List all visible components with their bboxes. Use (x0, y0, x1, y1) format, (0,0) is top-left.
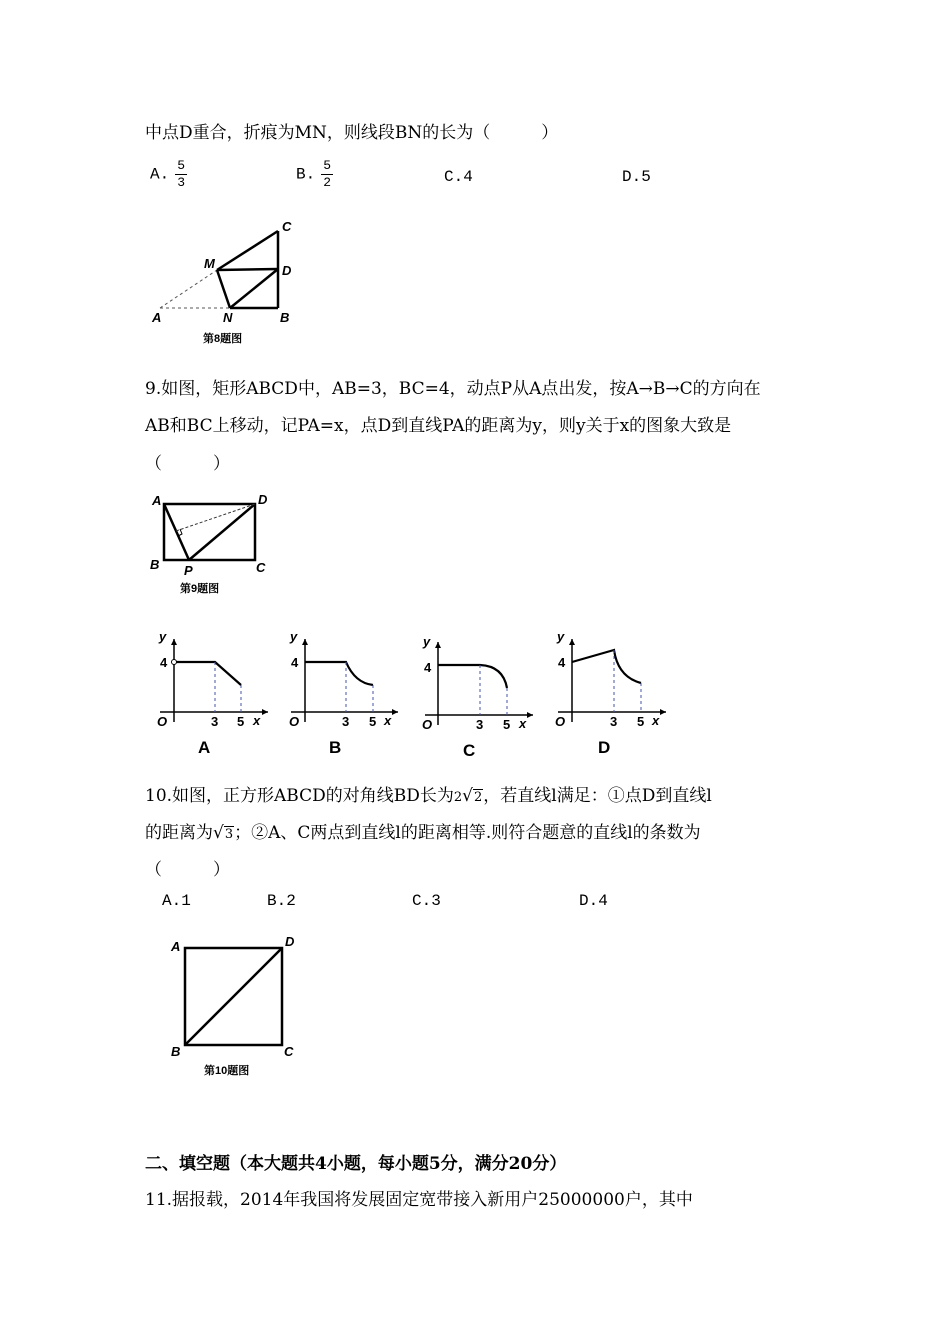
q9-graph-d-label: D (598, 738, 611, 757)
q9-graph-d-x-arrow (660, 709, 666, 715)
q8-figure-caption: 第8题图 (203, 333, 243, 345)
q10-sqrt-3: √3 (213, 823, 234, 843)
q9-graph-d-x-label: x (652, 713, 660, 728)
q8-option-a-label: A. (150, 165, 170, 184)
q9-graph-a-label: A (198, 738, 211, 757)
q9-graph-a-y-arrow (171, 639, 177, 645)
q9-graph-d (548, 625, 673, 760)
q10-line1-pre: 10.如图，正方形ABCD的对角线BD长为 (145, 786, 454, 806)
q10-option-a: A.1 (162, 892, 191, 910)
q8-point-a: A (152, 310, 162, 325)
q8-point-c: C (282, 219, 292, 234)
q10-diagonal-bd (185, 948, 282, 1045)
q9-graph-c-y-arrow (435, 642, 441, 648)
q9-figure (140, 485, 290, 600)
q9-graph-d-y-tick: 4 (558, 655, 566, 670)
q8-point-d: D (282, 263, 292, 278)
q8-segment-mn (217, 270, 230, 308)
q9-graph-b-label: B (329, 738, 342, 757)
q9-graph-a (150, 625, 270, 760)
q8-option-d: D.5 (622, 168, 651, 186)
q10-text-line-3: （ ） (145, 860, 230, 880)
q8-fold-dashed-am (160, 270, 217, 308)
q10-line2-pre: 的距离为 (145, 823, 213, 843)
q8-segment-md (217, 269, 278, 270)
q9-graph-c-label: C (463, 741, 476, 760)
q9-graph-a-origin: O (157, 714, 168, 729)
q10-line2-post: ；②A、C两点到直线l的距离相等.则符合题意的直线l的条数为 (234, 823, 701, 843)
q9-graph-a-x-tick-5: 5 (237, 714, 245, 729)
q9-graph-b-y-tick: 4 (291, 655, 299, 670)
q9-graph-c-origin: O (422, 717, 433, 732)
q9-graph-b-x-label: x (384, 713, 392, 728)
q9-graph-d-origin: O (555, 714, 566, 729)
q8-segment-nd (230, 269, 278, 308)
q9-graph-c-x-label: x (519, 716, 527, 731)
q9-graph-d-curve (572, 650, 641, 683)
q9-graph-a-curve (174, 662, 241, 685)
q9-graph-c-curve (438, 665, 507, 688)
q9-point-d: D (258, 492, 268, 507)
q9-graph-b-x-tick-3: 3 (342, 714, 350, 729)
q10-point-c: C (284, 1044, 294, 1059)
q9-figure-caption: 第9题图 (180, 583, 220, 595)
q9-graph-a-y-tick: 4 (160, 655, 168, 670)
q9-graph-c-y-label: y (423, 634, 431, 649)
q9-graph-d-y-label: y (557, 629, 565, 644)
q8-figure (140, 210, 320, 355)
q8-point-m: M (204, 256, 215, 271)
q9-text-line-1: 9.如图，矩形ABCD中，AB=3，BC=4，动点P从A点出发，按A→B→C的方向在 (145, 379, 761, 399)
q9-graph-a-x-tick-3: 3 (211, 714, 219, 729)
q10-text-line-1 (145, 781, 712, 806)
q9-graph-c-y-tick: 4 (424, 660, 432, 675)
q10-option-d: D.4 (579, 892, 608, 910)
q10-point-b: B (171, 1044, 181, 1059)
q8-segment-cm (217, 231, 278, 270)
q10-figure-caption: 第10题图 (204, 1065, 250, 1077)
q10-line1-post: ，若直线l满足：①点D到直线l (483, 786, 712, 806)
q9-graph-a-open-point (172, 660, 177, 665)
q8-option-b-label: B. (296, 165, 316, 184)
q9-graph-c-x-tick-5: 5 (503, 717, 511, 732)
q9-graph-b-origin: O (289, 714, 300, 729)
q9-text-line-2: AB和BC上移动，记PA=x，点D到直线PA的距离为y，则y关于x的图象大致是 (145, 416, 732, 436)
q9-graph-c (415, 628, 540, 763)
q8-option-b-fraction: $\frac{5}{2}$ (323, 158, 332, 190)
q11-text-line-1: 11.据报载，2014年我国将发展固定宽带接入新用户25000000户，其中 (145, 1190, 693, 1210)
q9-graph-b-x-arrow (392, 709, 398, 715)
q8-point-n: N (223, 310, 233, 325)
q9-graph-a-y-label: y (159, 629, 167, 644)
q10-figure (160, 928, 310, 1083)
q9-segment-ap (164, 504, 189, 560)
q9-graph-b (283, 625, 403, 760)
q9-graph-b-curve (305, 662, 373, 685)
section-2-heading: 二、填空题（本大题共4小题，每小题5分，满分20分） (145, 1154, 567, 1174)
q8-point-b: B (280, 310, 290, 325)
q9-graph-a-x-label: x (253, 713, 261, 728)
q9-graph-b-y-label: y (290, 629, 298, 644)
q9-point-p: P (184, 563, 193, 578)
q10-option-c: C.3 (412, 892, 441, 910)
q10-point-d: D (285, 934, 295, 949)
q9-point-a: A (152, 493, 162, 508)
q9-segment-pd (189, 504, 255, 560)
q9-graph-d-x-tick-3: 3 (610, 714, 618, 729)
q10-point-a: A (171, 939, 181, 954)
q10-sqrt-2: √2 (462, 786, 483, 806)
q8-option-a (150, 158, 187, 191)
q9-graph-d-y-arrow (569, 639, 575, 645)
q8-text-line: 中点D重合，折痕为MN，则线段BN的长为（ ） (145, 123, 559, 143)
q9-graph-a-x-arrow (262, 709, 268, 715)
q9-text-line-3: （ ） (145, 454, 230, 474)
q8-option-a-fraction: $\frac{5}{3}$ (177, 158, 186, 190)
q9-point-b: B (150, 557, 160, 572)
q10-text-line-2 (145, 818, 701, 843)
q8-option-c: C.4 (444, 168, 473, 186)
q9-graph-d-x-tick-5: 5 (637, 714, 645, 729)
q9-graph-b-y-arrow (302, 639, 308, 645)
q9-graph-b-x-tick-5: 5 (369, 714, 377, 729)
q10-option-b: B.2 (267, 892, 296, 910)
q9-graph-c-x-arrow (527, 712, 533, 718)
q9-perpendicular-dashed (176, 504, 255, 531)
q9-graph-c-x-tick-3: 3 (476, 717, 484, 732)
q10-sqrt-coefficient: 2 (453, 790, 463, 805)
q9-point-c: C (256, 560, 266, 575)
q8-option-b (296, 158, 333, 191)
